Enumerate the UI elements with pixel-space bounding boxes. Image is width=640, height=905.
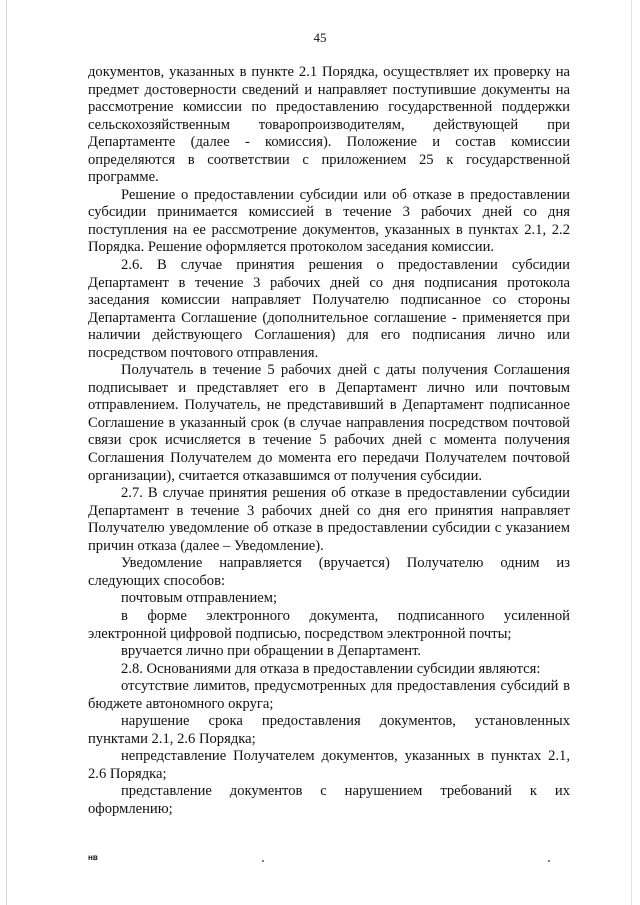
paragraph: Уведомление направляется (вручается) Получателю одним из следующих способов: <box>88 555 570 589</box>
scan-edge-left <box>6 0 7 905</box>
paragraph: 2.8. Основаниями для отказа в предоставлении субсидии являются: <box>121 660 541 677</box>
paragraph: 2.6. В случае принятия решения о предоставлении субсидии Департамент в течение 3 рабочих дней со дня подписания протокола заседания комиссии направляет Получателю подписанное со стороны Департамента Соглашение (дополнительное соглашение - применяется при наличии действующего Соглашения) для его подписания лично или посредством почтового отправления. <box>88 257 570 361</box>
paragraph: Решение о предоставлении субсидии или об отказе в предоставлении субсидии принимается комиссией в течение 3 рабочих дней со дня поступления на ее рассмотрение документов, указанных в пунктах 2.1, 2.2 Порядка. Решение оформляется протоколом заседания комиссии. <box>88 186 570 256</box>
document-body <box>88 64 570 819</box>
scan-speck <box>548 860 550 862</box>
footer-code: нв <box>88 853 98 862</box>
paragraph: почтовым отправлением; <box>121 590 278 607</box>
paragraph: представление документов с нарушением требований к их оформлению; <box>88 783 570 817</box>
paragraph: вручается лично при обращении в Департамент. <box>121 643 422 660</box>
paragraph: 2.7. В случае принятия решения об отказе в предоставлении субсидии Департамент в течение 3 рабочих дней со дня его принятия направляет Получателю уведомление об отказе в предоставлении субсидии с указанием причин отказа (далее – Уведомление). <box>88 485 570 554</box>
paragraph: документов, указанных в пункте 2.1 Порядка, осуществляет их проверку на предмет достоверности сведений и направляет поступившие документы на рассмотрение комиссии по предоставлению государственной поддержки сельскохозяйственным товаропроизводителям, действующей при Департаменте (далее - комиссия). Положение и состав комиссии определяются в соответствии с приложением 25 к государственной программе. <box>88 64 570 186</box>
scan-edge-right <box>631 0 632 905</box>
page-number: 45 <box>313 30 327 45</box>
paragraph: непредставление Получателем документов, указанных в пунктах 2.1, 2.6 Порядка; <box>88 748 570 782</box>
paragraph: нарушение срока предоставления документов, установленных пунктами 2.1, 2.6 Порядка; <box>88 713 570 747</box>
paragraph: в форме электронного документа, подписанного усиленной электронной цифровой подписью, посредством электронной почты; <box>88 607 570 642</box>
paragraph: отсутствие лимитов, предусмотренных для предоставления субсидий в бюджете автономного округа; <box>88 678 570 712</box>
paragraph: Получатель в течение 5 рабочих дней с даты получения Соглашения подписывает и представляет его в Департамент лично или почтовым отправлением. Получатель, не представивший в Департамент подписанное Соглашение в указанный срок (в случае направления посредством почтовой связи срок исчисляется в течение 5 рабочих дней с момента получения Соглашения Получателем до момента его передачи Получателем почтовой организации), считается отказавшимся от получения субсидии. <box>88 362 570 484</box>
scan-speck <box>262 860 264 862</box>
